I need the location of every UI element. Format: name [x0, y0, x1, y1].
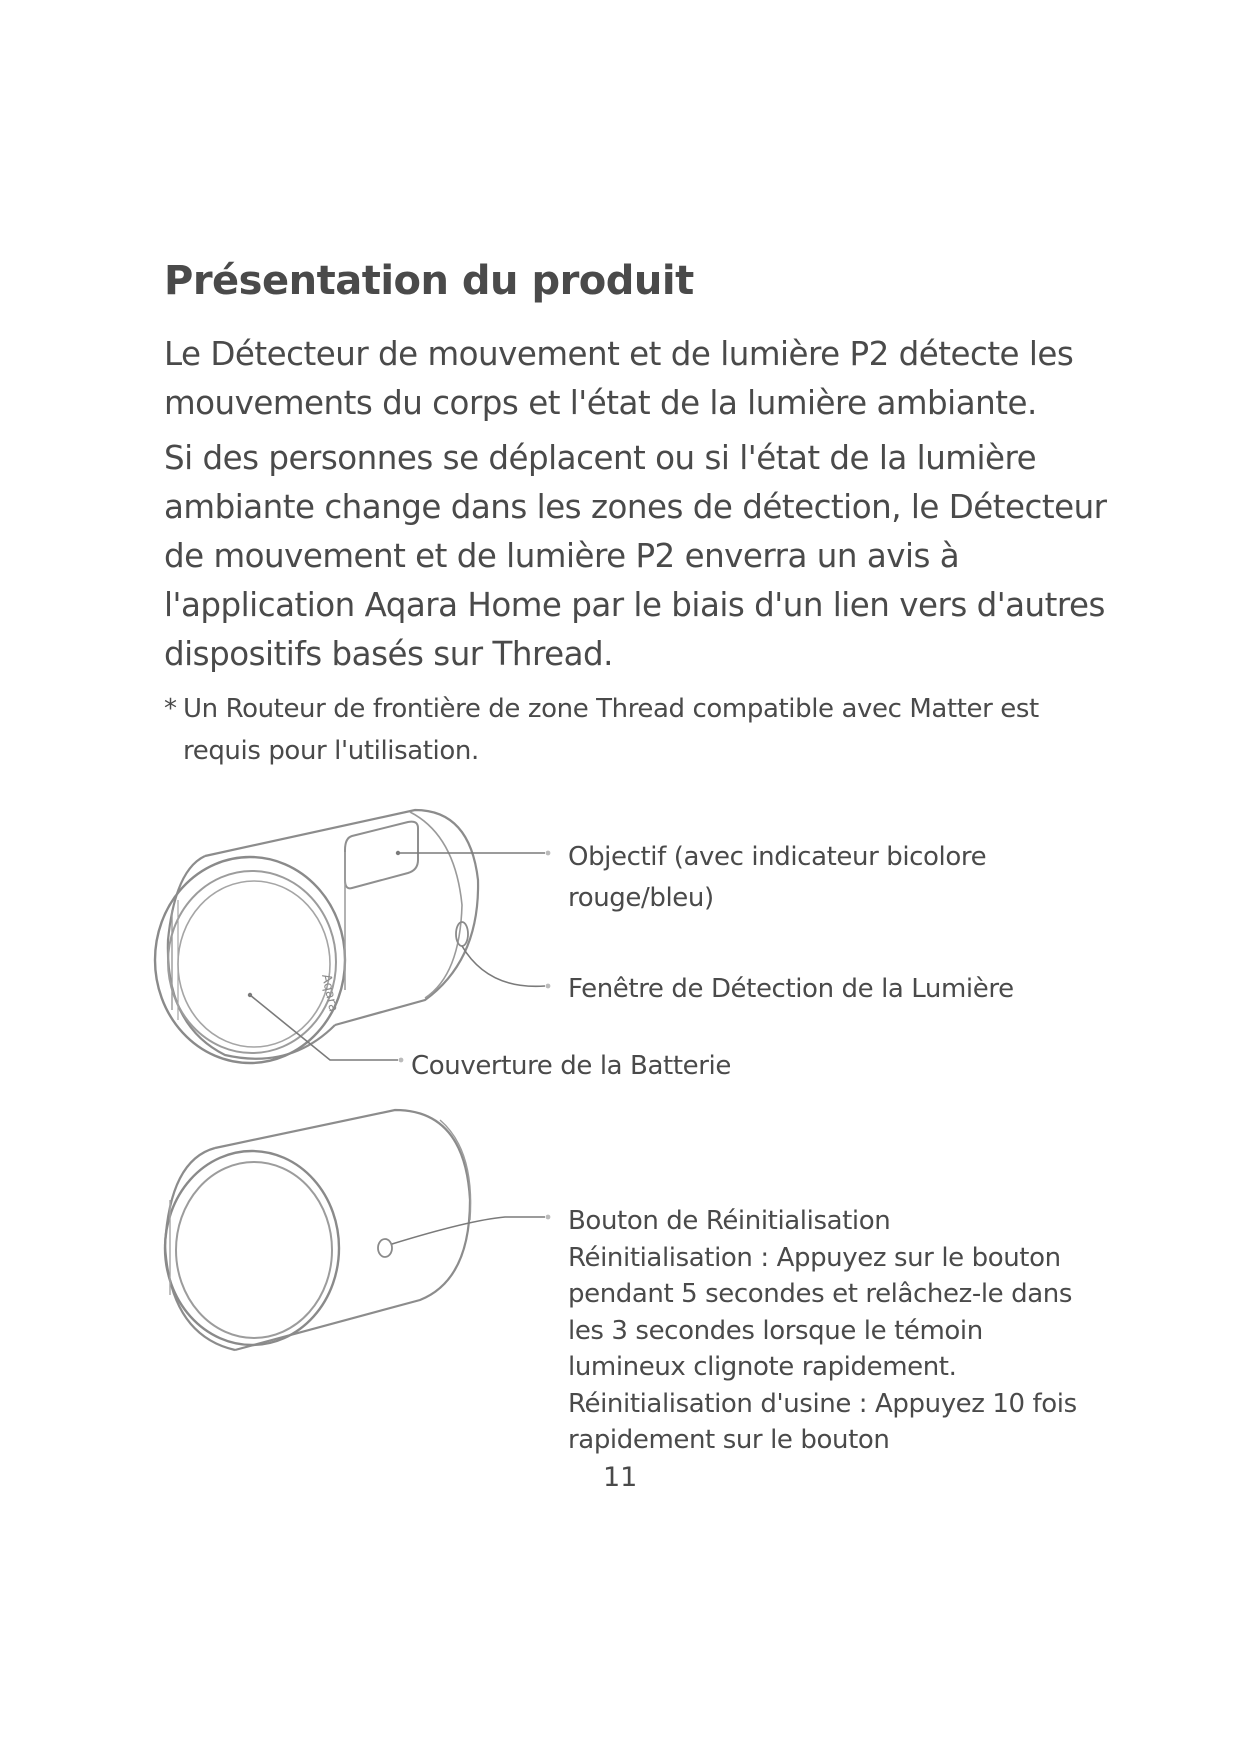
page-title: Présentation du produit: [164, 258, 694, 304]
reset-button-label: Bouton de Réinitialisation: [568, 1206, 891, 1236]
reset-button-description: [568, 1203, 1098, 1459]
factory-reset-line: rapidement sur le bouton: [568, 1425, 890, 1455]
reset-instruction-line: pendant 5 secondes et relâchez-le dans: [568, 1279, 1072, 1309]
note-marker: *: [164, 694, 177, 724]
factory-reset-line: Réinitialisation d'usine : Appuyez 10 fois: [568, 1388, 1077, 1419]
lens-label: Objectif (avec indicateur bicolore rouge/bleu): [568, 842, 987, 913]
detection-paragraph: Si des personnes se déplacent ou si l'état de la lumière ambiante change dans les zones de détection, le Détecteur de mouvement et de lumière P2 enverra un avis à l'application Aqara Home par le biais d'un lien vers d'autres dispositifs basés sur Thread.: [164, 439, 1107, 673]
note-text: Un Routeur de frontière de zone Thread compatible avec Matter est requis pour l'utilisation.: [183, 694, 1039, 766]
battery-cover-label: Couverture de la Batterie: [411, 1051, 731, 1081]
intro-paragraph: Le Détecteur de mouvement et de lumière P2 détecte les mouvements du corps et l'état de la lumière ambiante.: [164, 335, 1074, 422]
reset-instruction-line: lumineux clignote rapidement.: [568, 1352, 957, 1382]
sensor-back-illustration: [165, 1110, 471, 1350]
callout-line-reset: [392, 1215, 550, 1244]
reset-instruction-line: les 3 secondes lorsque le témoin: [568, 1315, 983, 1346]
light-window-label: Fenêtre de Détection de la Lumière: [568, 974, 1014, 1004]
device-logo: Aqara: [318, 972, 341, 1014]
sensor-front-illustration: [155, 810, 478, 1063]
page-number: 11: [603, 1462, 638, 1493]
reset-instruction-line: Réinitialisation : Appuyez sur le bouton: [568, 1242, 1061, 1273]
